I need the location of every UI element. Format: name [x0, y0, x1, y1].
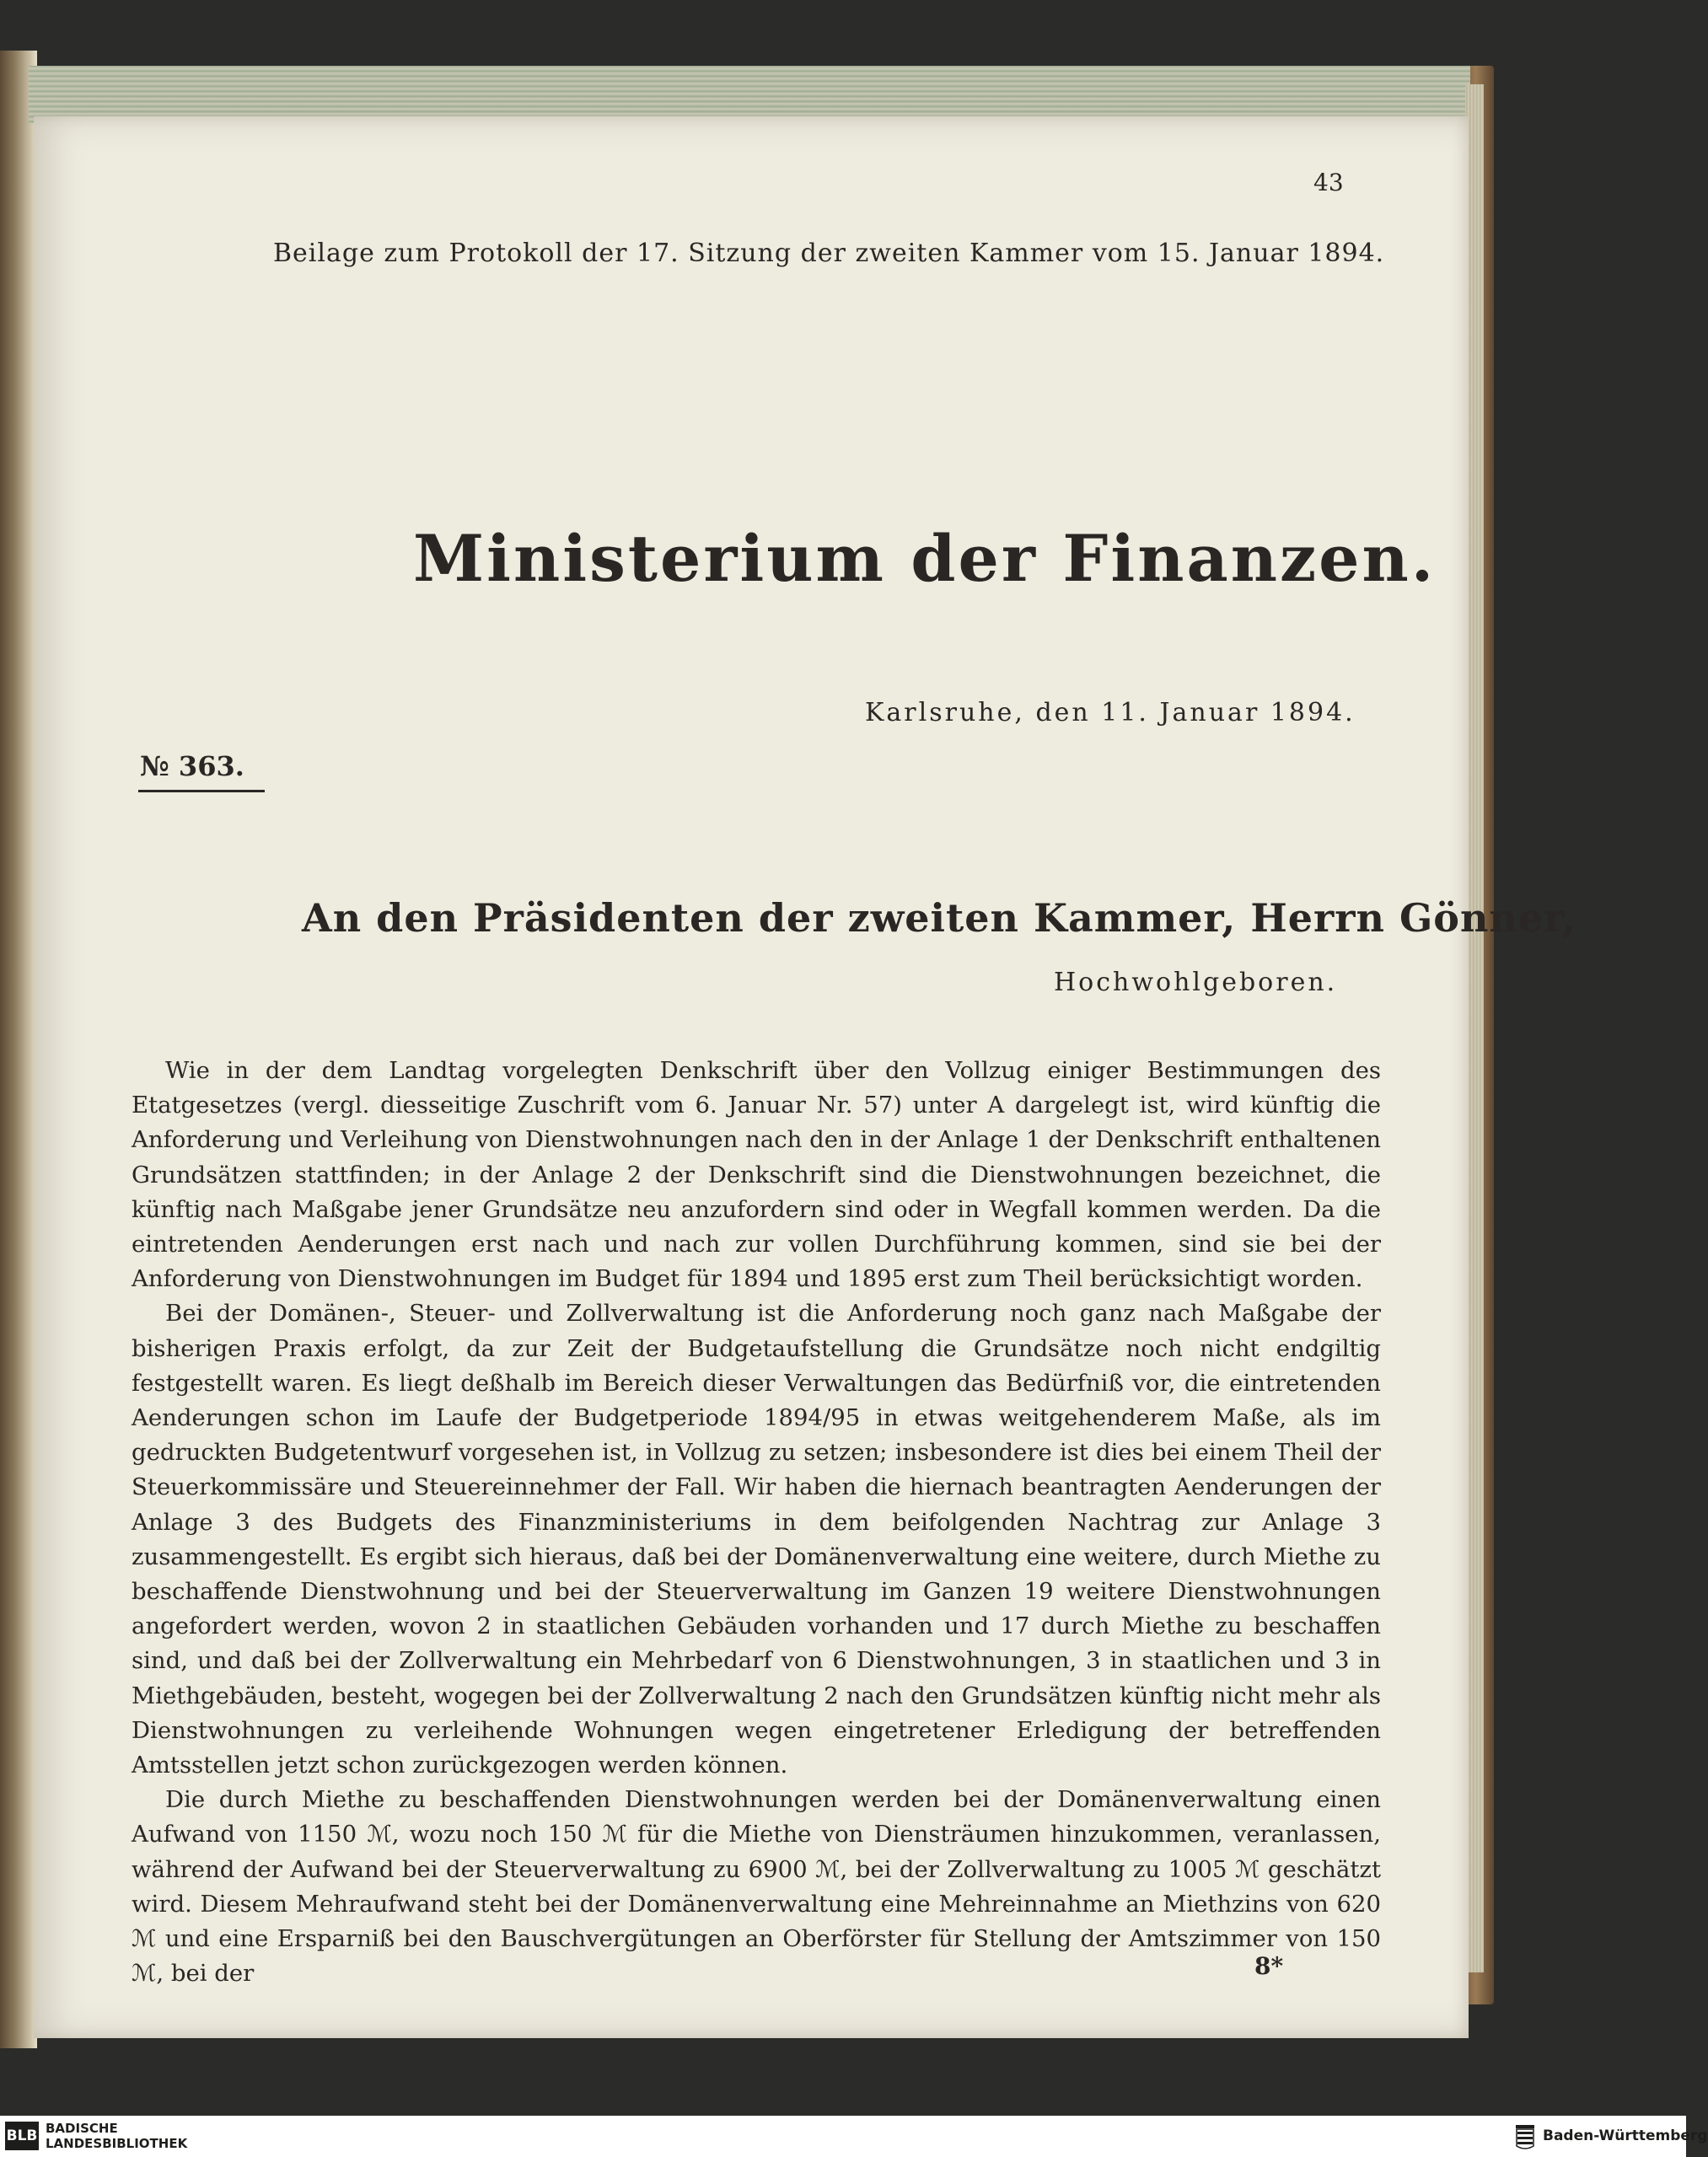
book-spine-edge [0, 51, 37, 2048]
place-date: Karlsruhe, den 11. Januar 1894. [865, 698, 1356, 727]
supplement-header: Beilage zum Protokoll der 17. Sitzung der zweiten Kammer vom 15. Januar 1894. [273, 239, 1385, 268]
paragraph-1: Wie in der dem Landtag vorgelegten Denkschrift über den Vollzug einiger Bestimmungen des Etatgesetzes (vergl. diesseitige Zuschrift vom 6. Januar Nr. 57) unter A dargelegt ist, wird künftig die Anforderung und Verleihung von Dienstwohnungen nach den in der Anlage 1 der Denkschrift enthaltenen Grundsätzen stattfinden; in der Anlage 2 der Denkschrift sind die Dienstwohnungen bezeichnet, die künftig nach Maßgabe jener Grundsätze neu anzufordern sind oder in Wegfall kommen werden. Da die eintretenden Aenderungen erst nach und nach zur vollen Durchführung kommen, sind sie bei der Anforderung von Dienstwohnungen im Budget für 1894 und 1895 erst zum Theil berücksichtigt worden. [132, 1057, 1381, 1293]
addressee-line: An den Präsidenten der zweiten Kammer, Herrn Gönner, [302, 895, 1577, 941]
document-number-underline [138, 790, 265, 792]
page-number: 43 [1313, 169, 1344, 196]
document-page [34, 116, 1577, 2038]
ministry-title: Ministerium der Finanzen. [413, 521, 1437, 596]
paragraph-2: Bei der Domänen-, Steuer- und Zollverwaltung ist die Anforderung noch ganz nach Maßgabe der bisherigen Praxis erfolgt, da zur Zeit der Budgetaufstellung die Grundsätze noch nicht endgiltig festgestellt waren. Es liegt deßhalb im Bereich dieser Verwaltungen das Bedürfniß vor, die eintretenden Aenderungen schon im Laufe der Budgetperiode 1894/95 in etwas weitgehenderem Maße, als im gedruckten Budgetentwurf vorgesehen ist, in Vollzug zu setzen; insbesondere ist dies bei einem Theil der Steuerkommissäre und Steuereinnehmer der Fall. Wir haben die hiernach beantragten Aenderungen der Anlage 3 des Budgets des Finanzministeriums in dem beifolgenden Nachtrag zur Anlage 3 zusammengestellt. Es ergibt sich hieraus, daß bei der Domänenverwaltung eine weitere, durch Miethe zu beschaffende Dienstwohnung und bei der Steuerverwaltung im Ganzen 19 weitere Dienstwohnungen angefordert werden, wovon 2 in staatlichen Gebäuden vorhanden und 17 durch Miethe zu beschaffen sind, und daß bei der Zollverwaltung ein Mehrbedarf von 6 Dienstwohnungen, 3 in staatlichen und 3 in Miethgebäuden, besteht, wogegen bei der Zollverwaltung 2 nach den Grundsätzen künftig nicht mehr als Dienstwohnungen zu verleihende Wohnungen wegen eingetretener Erledigung der betreffenden Amtsstellen jetzt schon zurückgezogen werden können. [132, 1300, 1381, 1779]
page-stack-top-edge [29, 66, 1470, 123]
institution-footer [0, 2116, 1708, 2157]
paragraph-3: Die durch Miethe zu beschaffenden Dienstwohnungen werden bei der Domänenverwaltung einen Aufwand von 1150 ℳ, wozu noch 150 ℳ für die Miethe von Diensträumen hinzukommen, veranlassen, während der Aufwand bei der Steuerverwaltung zu 6900 ℳ, bei der Zollverwaltung zu 1005 ℳ geschätzt wird. Diesem Mehraufwand steht bei der Domänenverwaltung eine Mehreinnahme an Miethzins von 620 ℳ und eine Ersparniß bei den Bauschvergütungen an Oberförster für Stellung der Amtszimmer von 150 ℳ, bei der [132, 1786, 1381, 1988]
library-name: BADISCHE LANDESBIBLIOTHEK [46, 2121, 188, 2151]
blb-logo-icon[interactable]: BLB [5, 2122, 39, 2150]
baden-wuerttemberg-lions-icon[interactable] [1514, 2122, 1536, 2151]
state-name: Baden-Württemberg [1543, 2127, 1708, 2144]
signature-mark: 8* [1254, 1952, 1284, 1980]
document-number: № 363. [140, 750, 244, 782]
honorific: Hochwohlgeboren. [1054, 968, 1338, 997]
body-text [132, 1054, 1381, 1991]
